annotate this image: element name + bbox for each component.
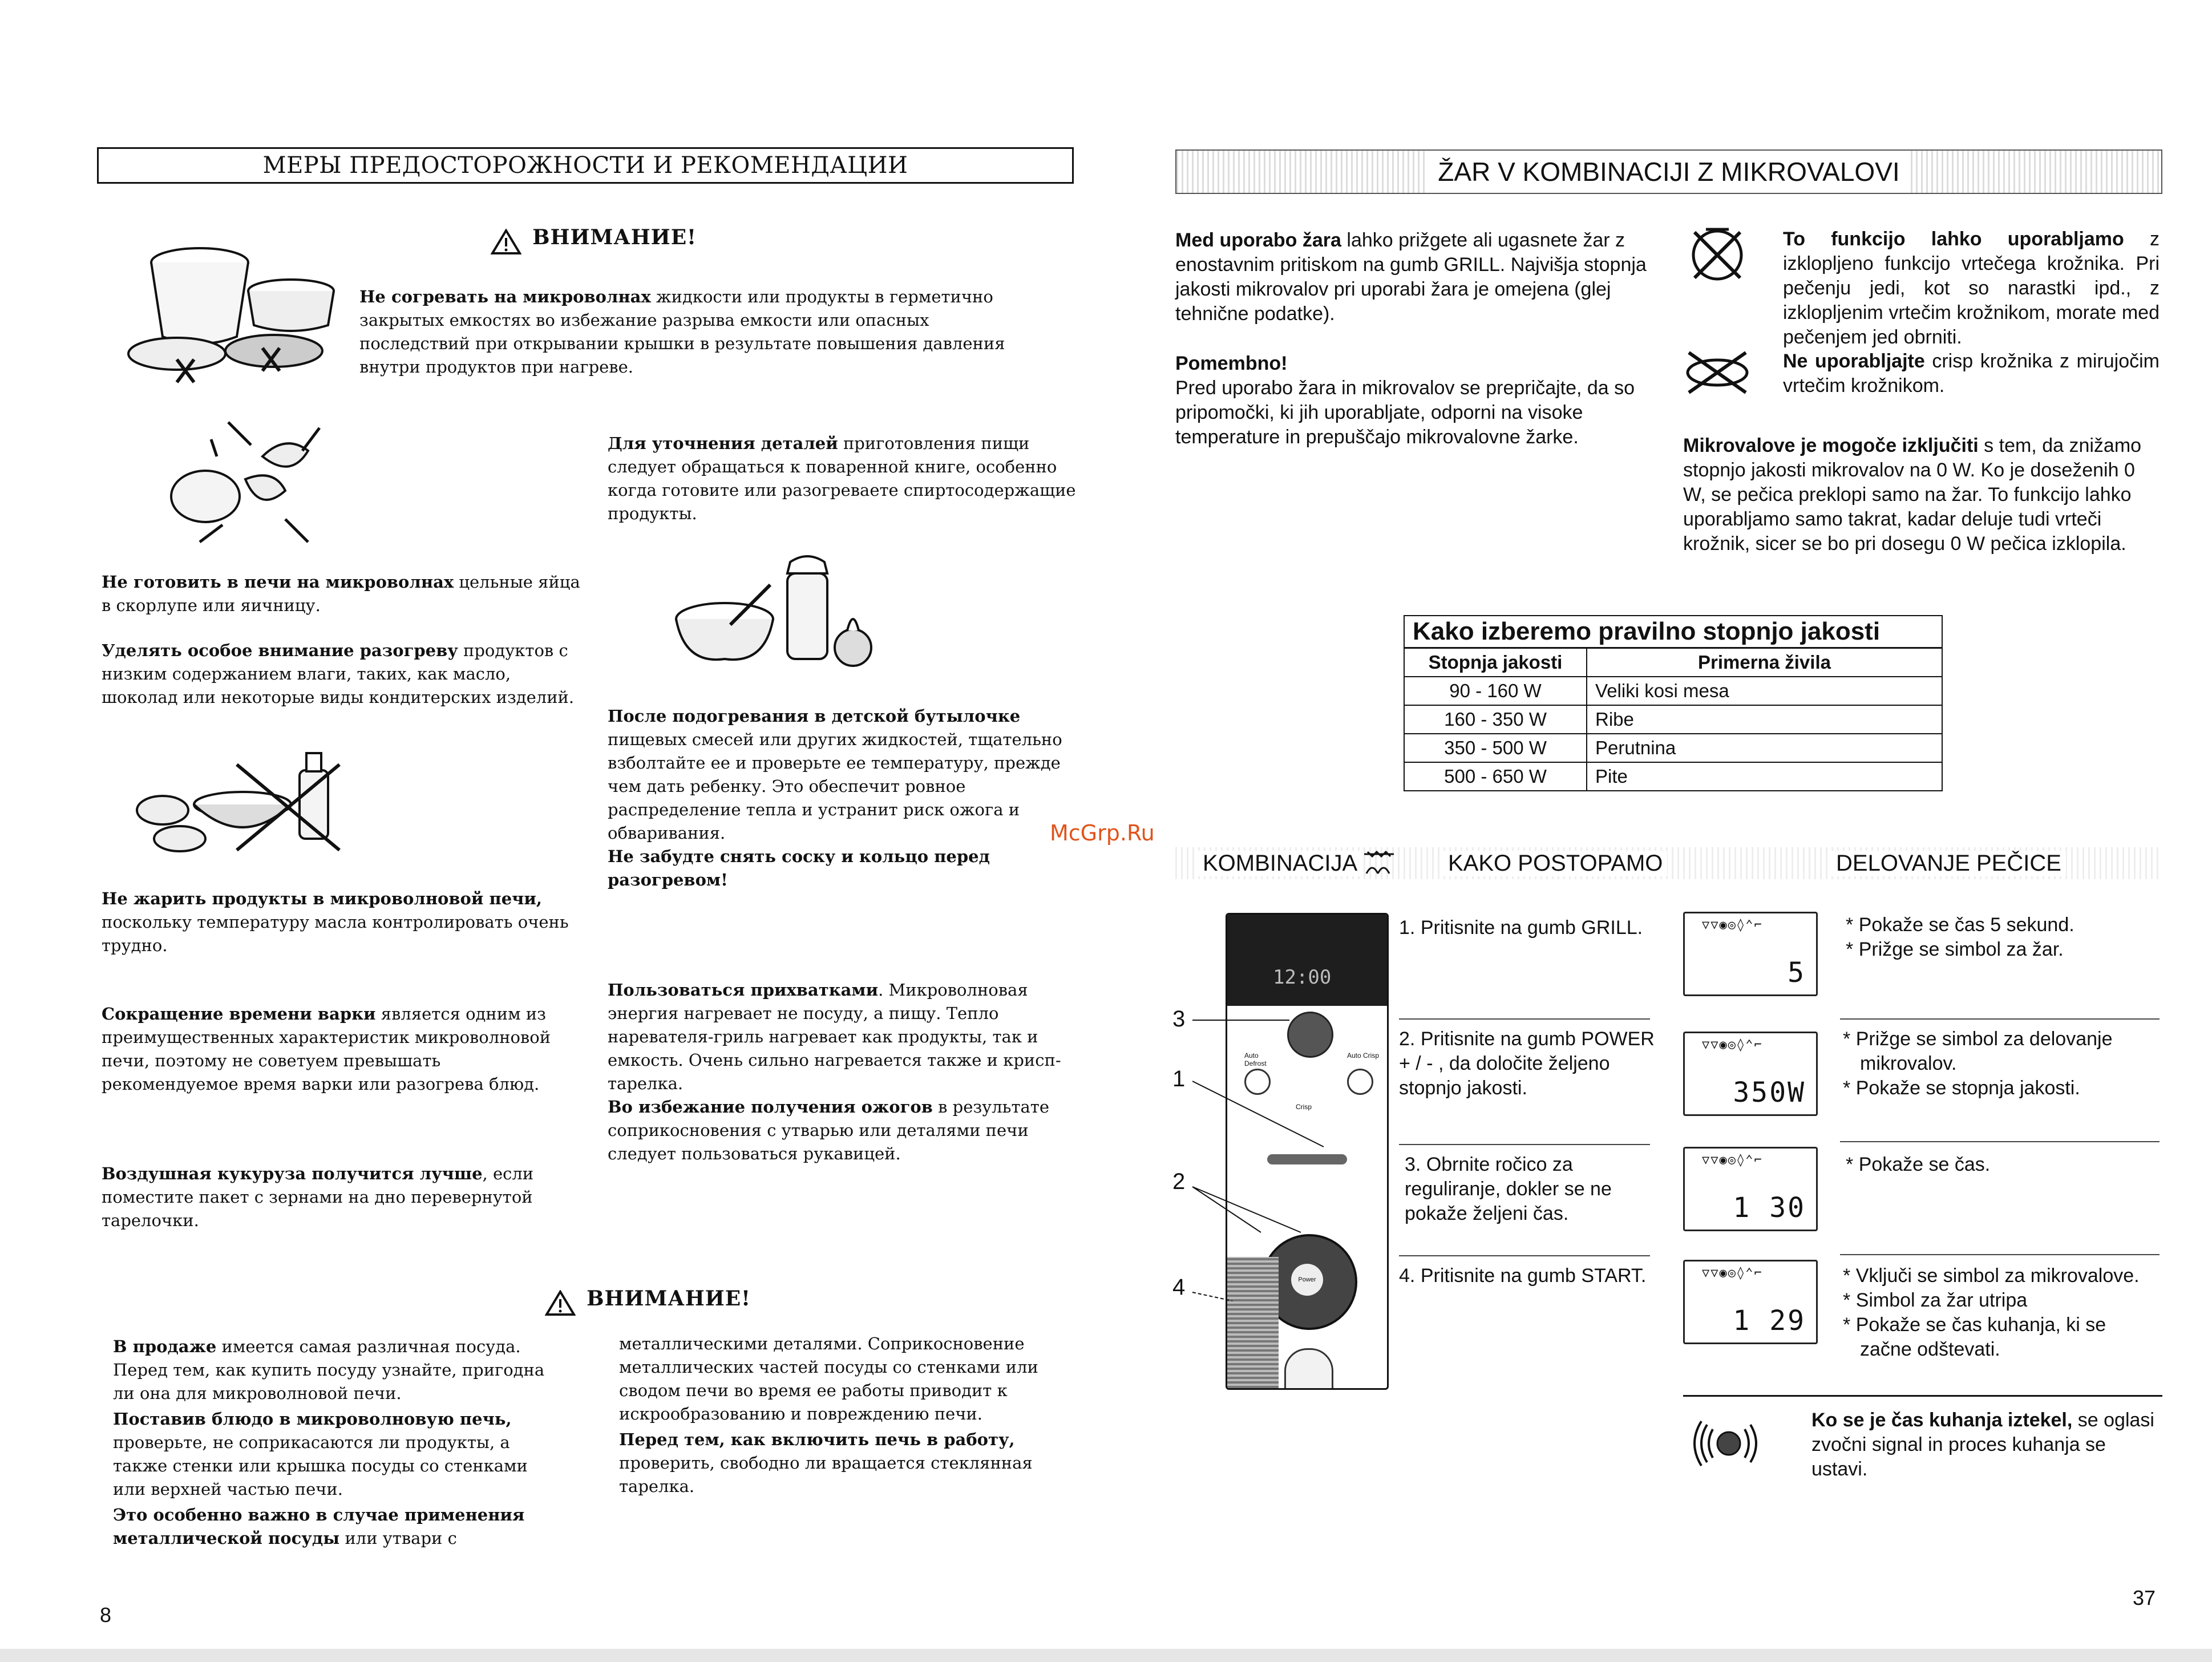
para-func1-text: z izklopljeno funkcijo vrtečega krožnika. Pri pečenju jedi, kot so narastki ipd., z izklopljenim vrtečim krožnikom, morate med pečenjem jed obrniti.: [1783, 228, 2160, 348]
right-page-header: [1175, 149, 2162, 194]
para-eggs-text: цельные яйца в скорлупе или яичницу.: [102, 572, 580, 615]
step-2-num: 2.: [1399, 1028, 1416, 1050]
para-before-text: проверить, свободно ли вращается стеклянная тарелка.: [619, 1453, 1033, 1496]
table-col-food: Primerna živila: [1587, 648, 1942, 677]
step-4: [1399, 1264, 1650, 1288]
table-cell-power: 90 - 160 W: [1404, 677, 1587, 705]
bottom-strip: [0, 1649, 2212, 1662]
para-bottle: [608, 705, 1081, 892]
panel-door-button: [1284, 1348, 1333, 1390]
para-func1-bold: To funkcijo lahko uporabljamo: [1783, 228, 2124, 250]
para-lowmoist-text: продуктов с низким содержанием влаги, таких, как масло, шоколад или некоторые виды кондитерских изделий.: [102, 641, 575, 707]
para-before-bold: Перед тем, как включить печь в работу,: [619, 1430, 1015, 1449]
step-3-notes: [1846, 1153, 2165, 1177]
lcd-symbols: ▽▽◉◎◊⌃⌐: [1702, 918, 1763, 932]
note-item: * Pokaže se čas kuhanja, ki se začne odštevati.: [1843, 1314, 2106, 1360]
para-bottom-left: [113, 1335, 564, 1550]
para-metal-cont: металлическими деталями. Соприкосновение металлических частей посуды со стенками или сводом печи во время ее работы приводит к искрообразованию и повреждению печи.: [619, 1334, 1038, 1424]
step-1-notes: [1846, 913, 2165, 962]
warning-triangle-icon: [491, 229, 521, 255]
crisp-plate-off-icon: [1683, 347, 1752, 398]
para-time: [102, 1002, 581, 1096]
table-col-power: Stopnja jakosti: [1404, 648, 1587, 677]
para-fry-text: поскольку температуру масла контролировать очень трудно.: [102, 912, 569, 955]
para-details-bold: Для уточнения деталей: [608, 434, 838, 453]
end-divider: [1683, 1395, 2162, 1397]
para-details: [608, 432, 1081, 525]
warning-top-label: ВНИМАНИЕ!: [532, 225, 697, 249]
para-func1: [1783, 227, 2160, 350]
right-page-title: ŽAR V KOMBINACIJI Z MIKROVALOVI: [1428, 151, 1910, 193]
para-place-bold: Поставив блюдо в микроволновую печь,: [113, 1409, 512, 1429]
para-time-bold: Сокращение времени варки: [102, 1004, 376, 1024]
para-popcorn-text: , если поместите пакет с зернами на дно перевернутой тарелочки.: [102, 1164, 534, 1230]
sealed-containers-illustration: [120, 240, 348, 388]
step-3-num: 3.: [1405, 1154, 1421, 1175]
note-item: * Pokaže se čas 5 sekund.: [1846, 914, 2074, 936]
table-cell-food: Perutnina: [1587, 734, 1942, 762]
note-item: * Prižge se simbol za delovanje mikrovalov.: [1843, 1028, 2113, 1074]
watermark: McGrp.Ru: [1050, 820, 1155, 846]
para-buy-bold: В продаже: [113, 1337, 217, 1356]
table-header-row: [1404, 648, 1942, 677]
note-text: Prižge se simbol za delovanje mikrovalov.: [1855, 1028, 2113, 1074]
table-row: [1404, 734, 1942, 762]
step-4-num: 4.: [1399, 1265, 1416, 1287]
table-title: Kako izberemo pravilno stopnjo jakosti: [1404, 616, 1942, 648]
table-row: [1404, 705, 1942, 734]
note-item: * Prižge se simbol za žar.: [1846, 939, 2064, 960]
lcd-value: 1 29: [1733, 1305, 1806, 1337]
panel-callout-2: 2: [1172, 1169, 1186, 1194]
para-func2-text: crisp krožnika z mirujočim vrtečim krožnikom.: [1783, 350, 2160, 397]
lcd-step-2: [1683, 1032, 1818, 1116]
note-divider: [1840, 1254, 2160, 1255]
panel-crisp-label: Crisp: [1296, 1103, 1312, 1111]
panel-callout-lines: [1164, 993, 1369, 1312]
baby-bottle-illustration: [673, 551, 879, 670]
para-popcorn-bold: Воздушная кукуруза получится лучше: [102, 1164, 483, 1183]
para-metal-text: или утвари с: [339, 1528, 457, 1548]
grill-microwave-icon: [1361, 851, 1397, 876]
left-page-number: 8: [100, 1603, 112, 1627]
step-1-num: 1.: [1399, 917, 1416, 939]
note-text: Pokaže se čas.: [1858, 1154, 1991, 1175]
note-text: Pokaže se stopnja jakosti.: [1855, 1077, 2080, 1099]
para-bottle-text: пищевых смесей или других жидкостей, тщательно взболтайте ее и проверьте ее температуру, прежде чем дать ребенку. Это обеспечит ровное распределение тепла и устранит риск ожога и обваривания.: [608, 730, 1062, 843]
table-title-row: [1404, 616, 1942, 648]
step-divider: [1399, 1144, 1650, 1145]
lcd-step-4: [1683, 1260, 1818, 1344]
note-text: Simbol za žar utripa: [1855, 1289, 2028, 1311]
section-delovanje: DELOVANJE PEČICE: [1831, 851, 2066, 876]
para-bottle-bold: После подогревания в детской бутылочке: [608, 706, 1021, 726]
step-1: [1399, 916, 1656, 940]
para-intro-bold: Med uporabo žara: [1175, 229, 1341, 251]
power-level-table: [1404, 615, 1943, 791]
left-page-header: МЕРЫ ПРЕДОСТОРОЖНОСТИ И РЕКОМЕНДАЦИИ: [97, 147, 1074, 184]
warning-top: [491, 225, 697, 255]
para-mitts-bold: Пользоваться прихватками: [608, 980, 879, 1000]
step-3-text: Obrnite ročico za reguliranje, dokler se ne pokaže željeni čas.: [1405, 1154, 1612, 1224]
turntable-off-icon: [1683, 224, 1752, 286]
panel-display-area: [1227, 915, 1387, 1006]
sound-signal-icon: [1689, 1418, 1769, 1469]
table-cell-food: Ribe: [1587, 705, 1942, 734]
note-text: Pokaže se čas 5 sekund.: [1858, 914, 2074, 936]
para-fry: [102, 887, 581, 957]
para-off: [1683, 434, 2151, 556]
step-2-notes: [1843, 1027, 2162, 1101]
para-intro: [1175, 228, 1655, 326]
step-4-notes: [1843, 1264, 2162, 1362]
step-divider: [1399, 1018, 1650, 1020]
para-mitts-text: . Микроволновая энергия нагревает не посуду, а пищу. Тепло нарeвателя-гриль нагревает как продукты, так и емкость. Очень сильно нагревается также и крисп-тарелка.: [608, 980, 1061, 1093]
para-place: [113, 1408, 564, 1501]
para-func2-bold: Ne uporabljajte: [1783, 350, 1925, 372]
lcd-step-3: [1683, 1147, 1818, 1231]
step-divider: [1399, 1255, 1650, 1256]
warning-bottom: [545, 1287, 751, 1316]
para-intro-text: lahko prižgete ali ugasnete žar z enostavnim pritiskom na gumb GRILL. Najvišja stopnja jakosti mikrovalov pri uporabi žara je omejena (glej tehnične podatke).: [1175, 229, 1647, 325]
para-before: [619, 1428, 1081, 1498]
para-place-text: проверьте, не соприкасаются ли продукты, а также стенки или крышка посуды со стенками или верхней частью печи.: [113, 1433, 528, 1499]
step-1-text: Pritisnite na gumb GRILL.: [1420, 917, 1643, 939]
para-metal: [113, 1503, 564, 1550]
table-cell-food: Veliki kosi mesa: [1587, 677, 1942, 705]
note-divider: [1840, 1018, 2160, 1020]
table-row: [1404, 677, 1942, 705]
important-text: Pred uporabo žara in mikrovalov se prepričajte, da so pripomočki, ki jih uporabljate, odporni na visoke temperature in prepuščajo mikrovalovne žarke.: [1175, 377, 1635, 448]
para-popcorn: [102, 1162, 581, 1232]
para-time-text: является одним из преимущественных характеристик микроволновой печи, поэтому не советуем превышать рекомендуемое время варки или разогрева блюд.: [102, 1004, 551, 1094]
panel-auto-crisp: Auto Crisp: [1347, 1052, 1380, 1060]
frying-illustration: [128, 747, 357, 862]
step-4-text: Pritisnite na gumb START.: [1420, 1265, 1647, 1287]
note-divider: [1840, 1141, 2160, 1142]
para-end-bold: Ko se je čas kuhanja iztekel,: [1811, 1409, 2073, 1431]
table-cell-power: 500 - 650 W: [1404, 762, 1587, 791]
warning-triangle-icon: [545, 1290, 576, 1316]
panel-display: 12:00: [1273, 966, 1332, 989]
para-eggs-bold: Не готовить в печи на микроволнах: [102, 572, 454, 592]
step-2-text: Pritisnite na gumb POWER + / - , da določite željeno stopnjo jakosti.: [1399, 1028, 1655, 1099]
para-func2: [1783, 349, 2160, 398]
para-important: [1175, 351, 1655, 450]
lcd-value: 350W: [1733, 1077, 1806, 1109]
para-sealed: [359, 285, 1033, 379]
note-text: Vključi se simbol za mikrovalove.: [1855, 1265, 2140, 1287]
lcd-symbols: ▽▽◉◎◊⌃⌐: [1702, 1266, 1763, 1280]
para-end-text: se oglasi zvočni signal in proces kuhanja se ustavi.: [1811, 1409, 2154, 1480]
panel-callout-1: 1: [1172, 1066, 1186, 1091]
para-bottom-right: [619, 1332, 1081, 1498]
lcd-symbols: ▽▽◉◎◊⌃⌐: [1702, 1038, 1763, 1052]
para-off-bold: Mikrovalove je mogoče izključiti: [1683, 435, 1979, 456]
para-mitts-bold2: Во избежание получения ожогов: [608, 1097, 933, 1117]
important-title: Pomembno!: [1175, 353, 1288, 374]
para-mitts-text2: в результате соприкосновения с утварью или деталями печи следует пользоваться рукавицей.: [608, 1097, 1049, 1163]
warning-bottom-label: ВНИМАНИЕ!: [587, 1287, 751, 1311]
table-cell-power: 160 - 350 W: [1404, 705, 1587, 734]
note-item: * Pokaže se stopnja jakosti.: [1843, 1077, 2080, 1099]
note-item: * Vključi se simbol za mikrovalove.: [1843, 1265, 2140, 1287]
para-off-text: s tem, da znižamo stopnjo jakosti mikrovalov na 0 W. Ko je doseženih 0 W, se pečica preklopi samo na žar. To funkcijo lahko uporabljamo samo takrat, kadar deluje tudi vrteči krožnik, sicer se bo pri dosegu 0 W pečica izklopila.: [1683, 435, 2142, 555]
right-page-number: 37: [2133, 1586, 2156, 1610]
para-mitts: [608, 978, 1081, 1166]
table-cell-food: Pite: [1587, 762, 1942, 791]
para-eggs: [102, 571, 581, 617]
panel-auto-defrost: Auto Defrost: [1244, 1052, 1267, 1067]
note-text: Pokaže se čas kuhanja, ki se začne odštevati.: [1855, 1314, 2106, 1360]
step-2: [1399, 1027, 1656, 1101]
para-buy-text: имеется самая различная посуда. Перед тем, как купить посуду узнайте, пригодна ли она для микроволновой печи.: [113, 1337, 545, 1403]
note-item: * Simbol za žar utripa: [1843, 1289, 2028, 1311]
step-3: [1405, 1153, 1656, 1226]
para-lowmoist-bold: Уделять особое внимание разогреву: [102, 641, 458, 660]
lcd-value: 5: [1788, 957, 1806, 989]
para-fry-bold: Не жарить продукты в микроволновой печи,: [102, 889, 542, 908]
para-buy: [113, 1335, 564, 1405]
lcd-step-1: [1683, 912, 1818, 996]
section-kako: KAKO POSTOPAMO: [1443, 851, 1667, 876]
para-lowmoist: [102, 639, 581, 709]
section-kombinacija: KOMBINACIJA: [1198, 851, 1362, 876]
para-metal-bold: Это особенно важно в случае применения металлической посуды: [113, 1505, 525, 1548]
para-bottle-bold2: Не забудте снять соску и кольцо перед разогревом!: [608, 847, 990, 889]
para-sealed-text: жидкости или продукты в герметично закрытых емкостях во избежание разрыва емкости или опасных последствий при открывании крышки в результате повышения давления внутри продуктов при нагреве.: [359, 287, 1005, 377]
note-item: * Pokaže se čas.: [1846, 1154, 1991, 1175]
table-row: [1404, 762, 1942, 791]
section-bar: [1175, 847, 2162, 879]
panel-callout-3: 3: [1172, 1006, 1186, 1032]
panel-callout-4: 4: [1172, 1275, 1186, 1300]
lcd-value: 1 30: [1733, 1192, 1806, 1224]
table-cell-power: 350 - 500 W: [1404, 734, 1587, 762]
para-sealed-bold: Не согревать на микроволнах: [359, 287, 651, 306]
para-details-text: приготовления пищи следует обращаться к поваренной книге, особенно когда готовите или разогреваете спиртосодержащие продукты.: [608, 434, 1076, 523]
note-text: Prižge se simbol za žar.: [1858, 939, 2064, 960]
eggs-illustration: [154, 416, 342, 548]
para-end: [1811, 1408, 2160, 1482]
lcd-symbols: ▽▽◉◎◊⌃⌐: [1702, 1153, 1763, 1167]
panel-power-label: Power: [1298, 1276, 1316, 1283]
